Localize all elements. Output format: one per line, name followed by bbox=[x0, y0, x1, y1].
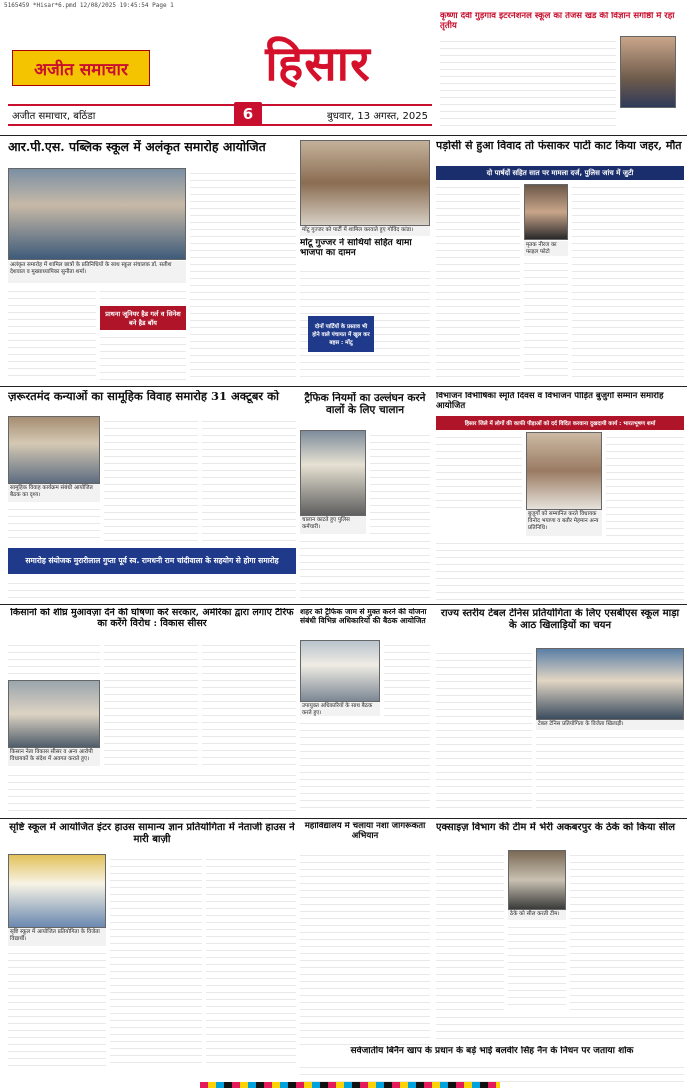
headline-obituary: सर्वजातीय बिनैन खाप के प्रधान के बड़े भाई बलवीर सिंह नैन के निधन पर जताया शोक bbox=[350, 1046, 634, 1056]
farmers-body-col3 bbox=[202, 640, 296, 766]
print-meta: 5165459 *Hisar*6.pmd 12/08/2025 19:45:54 Page 1 bbox=[4, 2, 174, 9]
srishti-photo bbox=[8, 854, 106, 928]
excise-body-col3 bbox=[570, 850, 684, 1010]
table-tennis-body-col1 bbox=[436, 648, 532, 814]
date-bar bbox=[8, 104, 432, 126]
marriage-body-col2 bbox=[104, 416, 198, 544]
publisher-place: अजीत समाचार, बठिंडा bbox=[12, 111, 96, 122]
obituary-body bbox=[300, 1062, 684, 1082]
section-divider bbox=[0, 386, 687, 387]
poison-banner: दो पार्षदों सहित सात पर मामला दर्ज, पुलिस जांच में जुटी bbox=[436, 166, 684, 180]
poison-caption: मृतक नीरज का फाइल फोटो bbox=[524, 241, 568, 256]
table-tennis-body-col2 bbox=[536, 732, 684, 814]
section-divider bbox=[0, 604, 687, 605]
rps-caption: अलंकृत समारोह में शामिल छात्रों के प्रतिनिधियों के साथ स्कूल संचालक डॉ. सतीश देशवाल व मुख्याध्यापिका सुनीता शर्मा। bbox=[8, 261, 186, 283]
rps-body-col1 bbox=[8, 286, 96, 382]
article-body-top-student bbox=[440, 36, 616, 128]
register-marks bbox=[200, 1082, 500, 1088]
marriage-highlight-box: समारोह संयोजक मुरारीलाल गुप्ता पूर्व स्व. रामधनी राम चांदीवाला के सहयोग से होगा समारोह bbox=[8, 548, 296, 574]
farmers-body-col2 bbox=[104, 640, 198, 766]
table-tennis-caption: टेबल टेनिस प्रतियोगिता के विजेता खिलाड़ी। bbox=[536, 720, 684, 730]
marriage-body-col3 bbox=[202, 416, 296, 544]
rps-body-col2a bbox=[100, 286, 186, 304]
college-body bbox=[300, 850, 430, 1046]
city-traffic-caption: उपायुक्त अधिकारियों के साथ बैठक करते हुए। bbox=[300, 702, 380, 716]
headline-poison: पड़ोसी से हुआ विवाद तो फंसाकर पार्टी काट किया जहर, मौत bbox=[436, 140, 682, 152]
rps-body-col2b bbox=[100, 332, 186, 382]
excise-photo bbox=[508, 850, 566, 910]
partition-photo bbox=[526, 432, 602, 510]
student-photo bbox=[620, 36, 676, 108]
headline-farmers: किसानों को शीघ्र मुआवज़ा देने की घोषणा करे सरकार, अमेरिका द्वारा लगाए टैरिफ का करेंगे विरोध : विकास सीसर bbox=[10, 608, 294, 629]
farmers-body-col1a bbox=[8, 640, 100, 678]
montu-quote-box: दोनों पार्टियों के प्रस्ताव भी होने वाले पंचायत में खुल कर बहस : मोंटू bbox=[308, 316, 374, 352]
farmers-photo bbox=[8, 680, 100, 748]
montu-photo bbox=[300, 140, 430, 226]
headline-rps: आर.पी.एस. पब्लिक स्कूल में अलंकृत समारोह आयोजित bbox=[8, 140, 266, 154]
city-title: हिसार bbox=[265, 35, 371, 92]
farmers-body-bottom bbox=[8, 770, 296, 814]
city-traffic-photo bbox=[300, 640, 380, 702]
poison-body-col1 bbox=[436, 182, 520, 382]
headline-top-student: कृष्णा देवी गुड़गांव इंटरनेशनल स्कूल का तेजस खंड की विज्ञान संगोष्ठी में रहा तृतीय bbox=[440, 12, 675, 31]
rps-body-col3 bbox=[190, 168, 296, 382]
traffic-body-col2 bbox=[300, 536, 430, 600]
marriage-caption: सामूहिक विवाह कार्यक्रम संबंधी आयोजित बैठक का दृश्य। bbox=[8, 484, 100, 502]
page-number: 6 bbox=[234, 102, 262, 126]
section-divider bbox=[0, 135, 687, 136]
marriage-body-bottom bbox=[8, 578, 296, 600]
headline-marriage: ज़रूरतमंद कन्याओं का सामूहिक विवाह समारोह 31 अक्टूबर को bbox=[8, 390, 279, 403]
headline-city-traffic: शहर को ट्रैफिक जाम से मुक्त करने की योजना संबंधी विभिन्न अधिकारियों की बैठक आयोजित bbox=[300, 608, 427, 625]
rps-highlight-box: प्राथना जूनियर हैड गर्ल व सिनेश बने हैड बॉय bbox=[100, 306, 186, 330]
brand-logo: अजीत समाचार bbox=[12, 50, 150, 86]
excise-body-col2 bbox=[508, 922, 566, 1010]
section-divider bbox=[0, 818, 687, 819]
table-tennis-photo bbox=[536, 648, 684, 720]
headline-montu: मोंटू गुज्जर ने साथियों सहित थामा भाजपा का दामन bbox=[300, 238, 412, 259]
marriage-photo bbox=[8, 416, 100, 484]
headline-college: महाविद्यालय में चलाया नशा जागरूकता अभियान bbox=[304, 822, 426, 841]
partition-body-col3 bbox=[606, 432, 684, 536]
poison-body-col2 bbox=[524, 258, 568, 382]
marriage-body-col1 bbox=[8, 504, 100, 544]
city-traffic-body-col2 bbox=[300, 718, 430, 814]
partition-body-bottom bbox=[436, 538, 684, 600]
excise-body-bottom bbox=[436, 1012, 684, 1044]
headline-traffic: ट्रैफिक नियमों का उल्लंघन करने वालों के लिए चालान bbox=[304, 392, 426, 417]
poison-photo bbox=[524, 184, 568, 240]
issue-date: बुधवार, 13 अगस्त, 2025 bbox=[326, 111, 428, 122]
city-traffic-body-col1 bbox=[384, 640, 430, 716]
headline-partition: विभाजन विभीषिका स्मृति दिवस व विभाजन पीड़ित बुजुर्गों सम्मान समारोह आयोजित bbox=[436, 392, 664, 411]
rps-photo bbox=[8, 168, 186, 260]
excise-body-col1 bbox=[436, 850, 504, 1010]
traffic-body-col1 bbox=[370, 430, 430, 534]
excise-caption: ठेके को सील करती टीम। bbox=[508, 910, 566, 920]
srishti-body-col3 bbox=[206, 854, 296, 1068]
partition-body-col1 bbox=[436, 432, 522, 514]
srishti-body-col1 bbox=[8, 948, 106, 1068]
headline-srishti: सृष्टि स्कूल में आयोजित इंटर हाउस सामान्य ज्ञान प्रतियोगिता में नेताजी हाउस ने मारी बाज़ी bbox=[9, 822, 295, 845]
farmers-caption: किसान नेता विकास सीसर व अन्य आरोपी विधायकों के संदेश में अवगत कराते हुए। bbox=[8, 748, 100, 766]
srishti-caption: सृष्टि स्कूल में आयोजित प्रतियोगिता के विजेता विद्यार्थी। bbox=[8, 928, 106, 946]
partition-caption: बुजुर्गों को सम्मानित करते विधायक विनोद भयाणा व बतौर मेहमान अन्य प्रतिनिधि। bbox=[526, 510, 602, 536]
headline-excise: एक्साइज़ विभाग की टीम में भेरी अकबरपुर के ठेके को किया सील bbox=[436, 822, 675, 833]
headline-table-tennis: राज्य स्तरीय टेबल टेनिस प्रतियोगिता के लिए एसबीएस स्कूल माड़ा के आठ खिलाड़ियों का चयन bbox=[440, 608, 680, 631]
srishti-body-col2 bbox=[110, 854, 202, 1068]
traffic-caption: चालान काटते हुए पुलिस कर्मचारी। bbox=[300, 516, 366, 534]
montu-caption: मोंटू गुज्जर को पार्टी में शामिल करवाते हुए गोविंद कांडा। bbox=[300, 226, 430, 236]
poison-body-col3 bbox=[572, 182, 684, 382]
traffic-photo bbox=[300, 430, 366, 516]
partition-banner: हिसार जिले में लोगों की काफी पीड़ाओं को दर्द विदित करवाना दुखदायी कार्य : भारतभूषण शर्मा bbox=[436, 416, 684, 430]
